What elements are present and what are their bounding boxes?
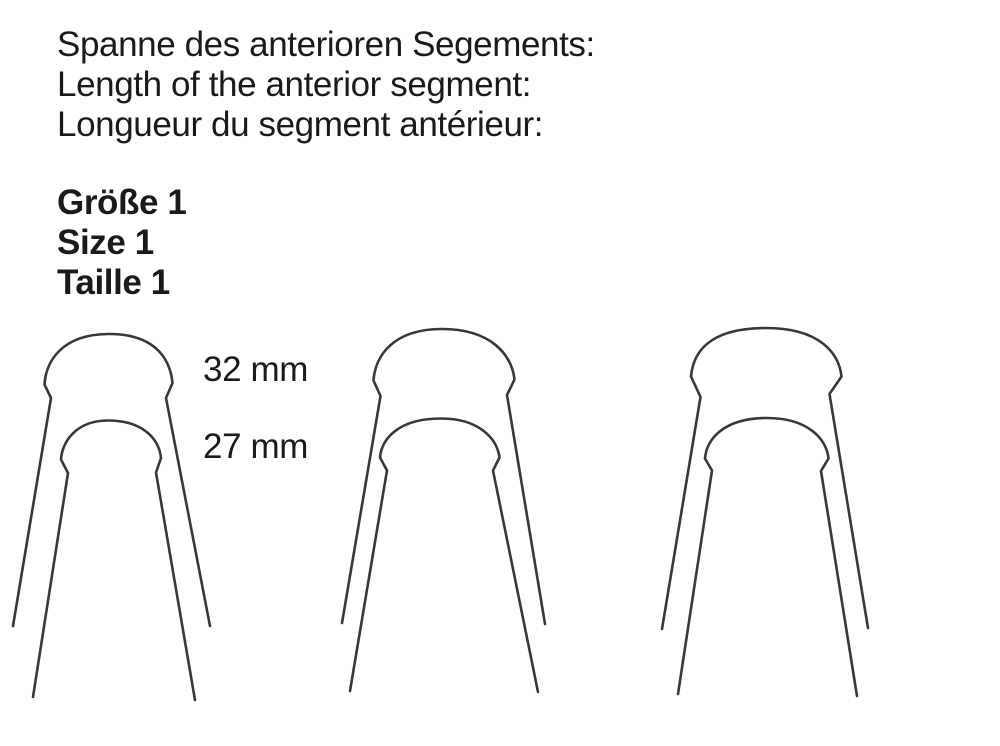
dimension-label-inner-arch: 27 mm xyxy=(203,427,308,466)
wire-figure-3-inner-arch xyxy=(678,418,857,696)
wire-figure-1 xyxy=(13,334,210,700)
wire-figure-3 xyxy=(662,328,868,696)
heading-line-fr: Longueur du segment antérieur: xyxy=(57,105,544,144)
dimension-label-outer-arch: 32 mm xyxy=(203,350,308,389)
wire-figure-1-outer-arch xyxy=(13,334,210,626)
heading-line-en: Length of the anterior segment: xyxy=(57,65,532,104)
wire-figure-2 xyxy=(342,329,545,692)
wire-figure-1-inner-arch xyxy=(33,421,195,701)
size-line-fr: Taille 1 xyxy=(57,263,170,302)
size-line-de: Größe 1 xyxy=(57,183,187,222)
size-line-en: Size 1 xyxy=(57,223,154,262)
heading-line-de: Spanne des anterioren Segements: xyxy=(57,25,595,64)
wire-figure-3-outer-arch xyxy=(662,328,868,629)
wire-figure-2-inner-arch xyxy=(350,419,538,693)
